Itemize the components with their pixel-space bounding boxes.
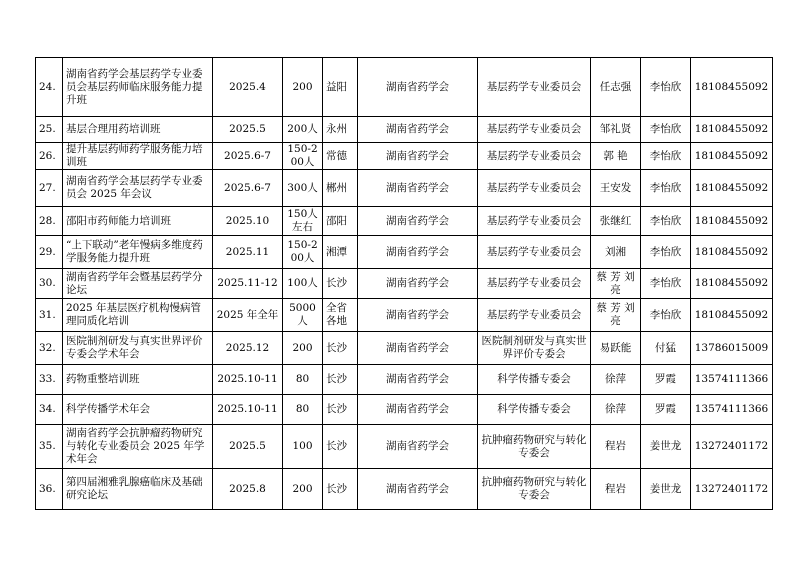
row-number: 33. [36, 365, 63, 395]
activity-place: 郴州 [323, 170, 358, 207]
activity-name: 湖南省药学会基层药学专业委员会基层药师临床服务能力提升班 [63, 58, 213, 117]
contact-phone: 18108455092 [691, 170, 773, 207]
table-row [36, 395, 773, 425]
activity-date: 2025.6-7 [213, 170, 283, 207]
activity-place: 长沙 [323, 365, 358, 395]
row-number: 34. [36, 395, 63, 425]
activity-place: 益阳 [323, 58, 358, 117]
attendee-count: 80 [283, 395, 323, 425]
activity-place: 湘潭 [323, 236, 358, 269]
row-number: 29. [36, 236, 63, 269]
host-organization: 湖南省药学会 [358, 207, 478, 236]
contact-phone: 13786015009 [691, 332, 773, 365]
activity-name: 湖南省药学会基层药学专业委员会 2025 年会议 [63, 170, 213, 207]
attendee-count: 80 [283, 365, 323, 395]
contact-person: 李怡欣 [641, 117, 691, 143]
host-organization: 湖南省药学会 [358, 365, 478, 395]
committee-name: 抗肿瘤药物研究与转化专委会 [478, 469, 591, 510]
activity-place: 长沙 [323, 395, 358, 425]
row-number: 26. [36, 143, 63, 170]
host-organization: 湖南省药学会 [358, 170, 478, 207]
activity-name: 科学传播学术年会 [63, 395, 213, 425]
contact-person: 李怡欣 [641, 170, 691, 207]
person-in-charge: 蔡 芳 刘 亮 [591, 269, 641, 299]
table-row [36, 143, 773, 170]
committee-name: 基层药学专业委员会 [478, 299, 591, 332]
contact-phone: 18108455092 [691, 58, 773, 117]
attendee-count: 100人 [283, 269, 323, 299]
person-in-charge: 王安发 [591, 170, 641, 207]
table-row [36, 269, 773, 299]
attendee-count: 200 [283, 469, 323, 510]
attendee-count: 150-200人 [283, 143, 323, 170]
person-in-charge: 邹礼贤 [591, 117, 641, 143]
contact-phone: 18108455092 [691, 143, 773, 170]
committee-name: 基层药学专业委员会 [478, 207, 591, 236]
activity-date: 2025.5 [213, 117, 283, 143]
activity-place: 邵阳 [323, 207, 358, 236]
activity-place: 常德 [323, 143, 358, 170]
row-number: 30. [36, 269, 63, 299]
activity-place: 长沙 [323, 269, 358, 299]
person-in-charge: 程岩 [591, 425, 641, 469]
activity-place: 永州 [323, 117, 358, 143]
activity-date: 2025.5 [213, 425, 283, 469]
person-in-charge: 刘湘 [591, 236, 641, 269]
table-body [36, 58, 773, 510]
activity-name: 第四届湘雅乳腺癌临床及基础研究论坛 [63, 469, 213, 510]
person-in-charge: 郭 艳 [591, 143, 641, 170]
table-row [36, 365, 773, 395]
activity-date: 2025 年全年 [213, 299, 283, 332]
activity-place: 长沙 [323, 425, 358, 469]
row-number: 25. [36, 117, 63, 143]
contact-person: 姜世龙 [641, 425, 691, 469]
host-organization: 湖南省药学会 [358, 58, 478, 117]
contact-person: 罗霞 [641, 395, 691, 425]
activity-name: 药物重整培训班 [63, 365, 213, 395]
contact-phone: 18108455092 [691, 299, 773, 332]
attendee-count: 200 [283, 58, 323, 117]
activity-table [35, 57, 773, 510]
person-in-charge: 徐萍 [591, 365, 641, 395]
row-number: 32. [36, 332, 63, 365]
person-in-charge: 张继红 [591, 207, 641, 236]
activity-name: “上下联动”老年慢病多维度药学服务能力提升班 [63, 236, 213, 269]
host-organization: 湖南省药学会 [358, 117, 478, 143]
activity-date: 2025.4 [213, 58, 283, 117]
row-number: 27. [36, 170, 63, 207]
contact-phone: 13574111366 [691, 395, 773, 425]
attendee-count: 150人左右 [283, 207, 323, 236]
host-organization: 湖南省药学会 [358, 143, 478, 170]
table-row [36, 425, 773, 469]
activity-name: 医院制剂研发与真实世界评价专委会学术年会 [63, 332, 213, 365]
activity-name: 湖南省药学会抗肿瘤药物研究与转化专业委员会 2025 年学术年会 [63, 425, 213, 469]
contact-phone: 13272401172 [691, 425, 773, 469]
contact-phone: 13272401172 [691, 469, 773, 510]
host-organization: 湖南省药学会 [358, 395, 478, 425]
committee-name: 基层药学专业委员会 [478, 117, 591, 143]
person-in-charge: 易跃能 [591, 332, 641, 365]
contact-phone: 18108455092 [691, 117, 773, 143]
activity-date: 2025.11-12 [213, 269, 283, 299]
committee-name: 医院制剂研发与真实世界评价专委会 [478, 332, 591, 365]
activity-date: 2025.8 [213, 469, 283, 510]
activity-date: 2025.6-7 [213, 143, 283, 170]
activity-name: 湖南省药学年会暨基层药学分论坛 [63, 269, 213, 299]
committee-name: 基层药学专业委员会 [478, 58, 591, 117]
committee-name: 科学传播专委会 [478, 395, 591, 425]
activity-name: 2025 年基层医疗机构慢病管理同质化培训 [63, 299, 213, 332]
contact-person: 付猛 [641, 332, 691, 365]
committee-name: 科学传播专委会 [478, 365, 591, 395]
row-number: 24. [36, 58, 63, 117]
activity-place: 长沙 [323, 469, 358, 510]
activity-name: 邵阳市药师能力培训班 [63, 207, 213, 236]
committee-name: 基层药学专业委员会 [478, 170, 591, 207]
table-row [36, 170, 773, 207]
attendee-count: 200 [283, 332, 323, 365]
contact-person: 李怡欣 [641, 207, 691, 236]
contact-phone: 18108455092 [691, 207, 773, 236]
contact-phone: 18108455092 [691, 269, 773, 299]
committee-name: 抗肿瘤药物研究与转化专委会 [478, 425, 591, 469]
activity-date: 2025.10 [213, 207, 283, 236]
attendee-count: 150-200人 [283, 236, 323, 269]
contact-person: 李怡欣 [641, 236, 691, 269]
activity-date: 2025.11 [213, 236, 283, 269]
committee-name: 基层药学专业委员会 [478, 236, 591, 269]
contact-phone: 18108455092 [691, 236, 773, 269]
person-in-charge: 任志强 [591, 58, 641, 117]
contact-person: 李怡欣 [641, 143, 691, 170]
host-organization: 湖南省药学会 [358, 299, 478, 332]
contact-person: 李怡欣 [641, 269, 691, 299]
table-row [36, 58, 773, 117]
attendee-count: 300人 [283, 170, 323, 207]
host-organization: 湖南省药学会 [358, 236, 478, 269]
contact-person: 李怡欣 [641, 58, 691, 117]
attendee-count: 200人 [283, 117, 323, 143]
contact-person: 姜世龙 [641, 469, 691, 510]
person-in-charge: 徐萍 [591, 395, 641, 425]
activity-date: 2025.10-11 [213, 395, 283, 425]
attendee-count: 100 [283, 425, 323, 469]
row-number: 35. [36, 425, 63, 469]
committee-name: 基层药学专业委员会 [478, 143, 591, 170]
activity-date: 2025.10-11 [213, 365, 283, 395]
host-organization: 湖南省药学会 [358, 269, 478, 299]
contact-person: 罗霞 [641, 365, 691, 395]
row-number: 31. [36, 299, 63, 332]
activity-place: 全省各地 [323, 299, 358, 332]
table-row [36, 469, 773, 510]
contact-phone: 13574111366 [691, 365, 773, 395]
activity-name: 提升基层药师药学服务能力培训班 [63, 143, 213, 170]
person-in-charge: 程岩 [591, 469, 641, 510]
table-row [36, 117, 773, 143]
host-organization: 湖南省药学会 [358, 469, 478, 510]
activity-name: 基层合理用药培训班 [63, 117, 213, 143]
host-organization: 湖南省药学会 [358, 332, 478, 365]
table-row [36, 332, 773, 365]
host-organization: 湖南省药学会 [358, 425, 478, 469]
table-row [36, 299, 773, 332]
table-row [36, 236, 773, 269]
activity-date: 2025.12 [213, 332, 283, 365]
person-in-charge: 蔡 芳 刘 亮 [591, 299, 641, 332]
row-number: 28. [36, 207, 63, 236]
row-number: 36. [36, 469, 63, 510]
attendee-count: 5000人 [283, 299, 323, 332]
activity-place: 长沙 [323, 332, 358, 365]
committee-name: 基层药学专业委员会 [478, 269, 591, 299]
table-row [36, 207, 773, 236]
contact-person: 李怡欣 [641, 299, 691, 332]
